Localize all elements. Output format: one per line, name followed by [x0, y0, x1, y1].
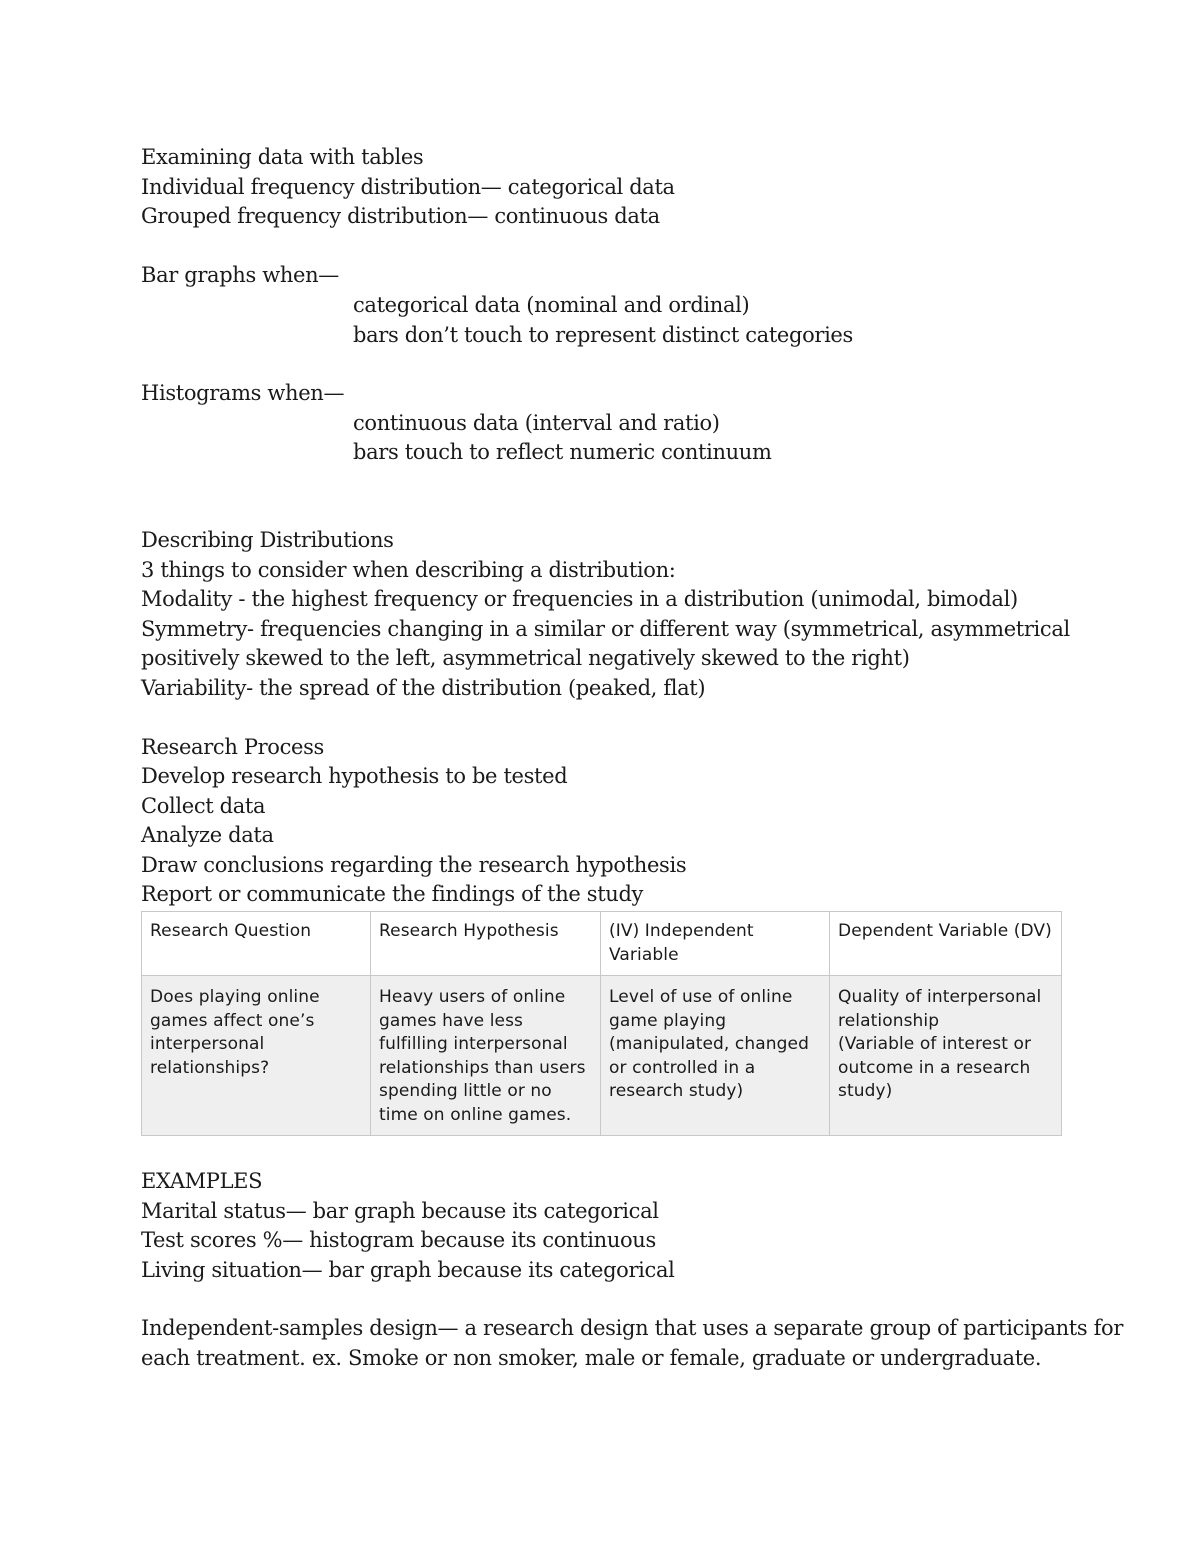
text-three-things: 3 things to consider when describing a distribution:	[141, 557, 676, 582]
bar-graph-item-1: categorical data (nominal and ordinal)	[353, 292, 750, 317]
research-table	[141, 911, 1062, 1136]
histogram-item-1: continuous data (interval and ratio)	[353, 410, 720, 435]
text-independent-samples-1: Independent-samples design— a research design that uses a separate group of participants for	[141, 1316, 1124, 1341]
spacer	[141, 704, 1061, 733]
spacer	[141, 350, 1061, 379]
text-symmetry: Symmetry- frequencies changing in a similar or different way (symmetrical, asymmetrical	[141, 616, 1070, 641]
spacer	[141, 1136, 1061, 1167]
cell-research-question: Does playing online games affect one’s interpersonal relationships?	[142, 976, 371, 1136]
heading-histograms: Histograms when—	[141, 381, 345, 406]
histogram-item-2: bars touch to reflect numeric continuum	[353, 440, 772, 465]
spacer	[141, 1285, 1061, 1314]
section-examples	[141, 1167, 1061, 1285]
cell-research-hypothesis: Heavy users of online games have less fulfilling interpersonal relationships than users spending little or no time on online games.	[371, 976, 601, 1136]
cell-independent-variable: Level of use of online game playing (manipulated, changed or controlled in a research study)	[601, 976, 830, 1136]
research-step-4: Draw conclusions regarding the research hypothesis	[141, 852, 687, 877]
example-marital-status: Marital status— bar graph because its categorical	[141, 1198, 659, 1223]
section-independent-samples	[141, 1314, 1124, 1373]
cell-dv-line-2: (Variable of interest or outcome in a research study)	[838, 1034, 1032, 1102]
header-research-question: Research Question	[142, 912, 371, 976]
bar-graph-item-2: bars don’t touch to represent distinct categories	[353, 322, 853, 347]
header-independent-variable: (IV) Independent Variable	[601, 912, 830, 976]
research-step-2: Collect data	[141, 793, 266, 818]
header-research-hypothesis: Research Hypothesis	[371, 912, 601, 976]
section-research-process	[141, 733, 1061, 911]
spacer	[141, 232, 1061, 262]
table-header-row	[142, 912, 1062, 976]
section-histograms	[141, 379, 1061, 468]
text-modality: Modality - the highest frequency or frequencies in a distribution (unimodal, bimodal)	[141, 587, 1018, 612]
cell-dv-line-1: Quality of interpersonal relationship	[838, 987, 1042, 1031]
section-tables	[141, 143, 1061, 232]
heading-examples: EXAMPLES	[141, 1169, 263, 1194]
document-page	[141, 143, 1124, 1374]
example-test-scores: Test scores %— histogram because its continuous	[141, 1228, 656, 1253]
text-symmetry-cont: positively skewed to the left, asymmetrical negatively skewed to the right)	[141, 646, 910, 671]
example-living-situation: Living situation— bar graph because its categorical	[141, 1257, 675, 1282]
text-variability: Variability- the spread of the distribution (peaked, flat)	[141, 675, 706, 700]
section-describing-distributions	[141, 526, 1070, 704]
text-individual-frequency: Individual frequency distribution— categorical data	[141, 174, 675, 199]
research-step-3: Analyze data	[141, 823, 274, 848]
research-step-1: Develop research hypothesis to be tested	[141, 764, 568, 789]
heading-research-process: Research Process	[141, 734, 324, 759]
cell-dependent-variable	[830, 976, 1062, 1136]
heading-bar-graphs: Bar graphs when—	[141, 263, 339, 288]
text-independent-samples-2: each treatment. ex. Smoke or non smoker, male or female, graduate or undergraduate.	[141, 1346, 1042, 1371]
header-dependent-variable: Dependent Variable (DV)	[830, 912, 1062, 976]
table-row	[142, 976, 1062, 1136]
section-bar-graphs	[141, 261, 1061, 350]
text-grouped-frequency: Grouped frequency distribution— continuous data	[141, 204, 660, 229]
heading-describing-distributions: Describing Distributions	[141, 527, 394, 552]
research-step-5: Report or communicate the findings of the study	[141, 882, 644, 907]
spacer	[141, 468, 1061, 526]
heading-examining-data: Examining data with tables	[141, 145, 424, 169]
